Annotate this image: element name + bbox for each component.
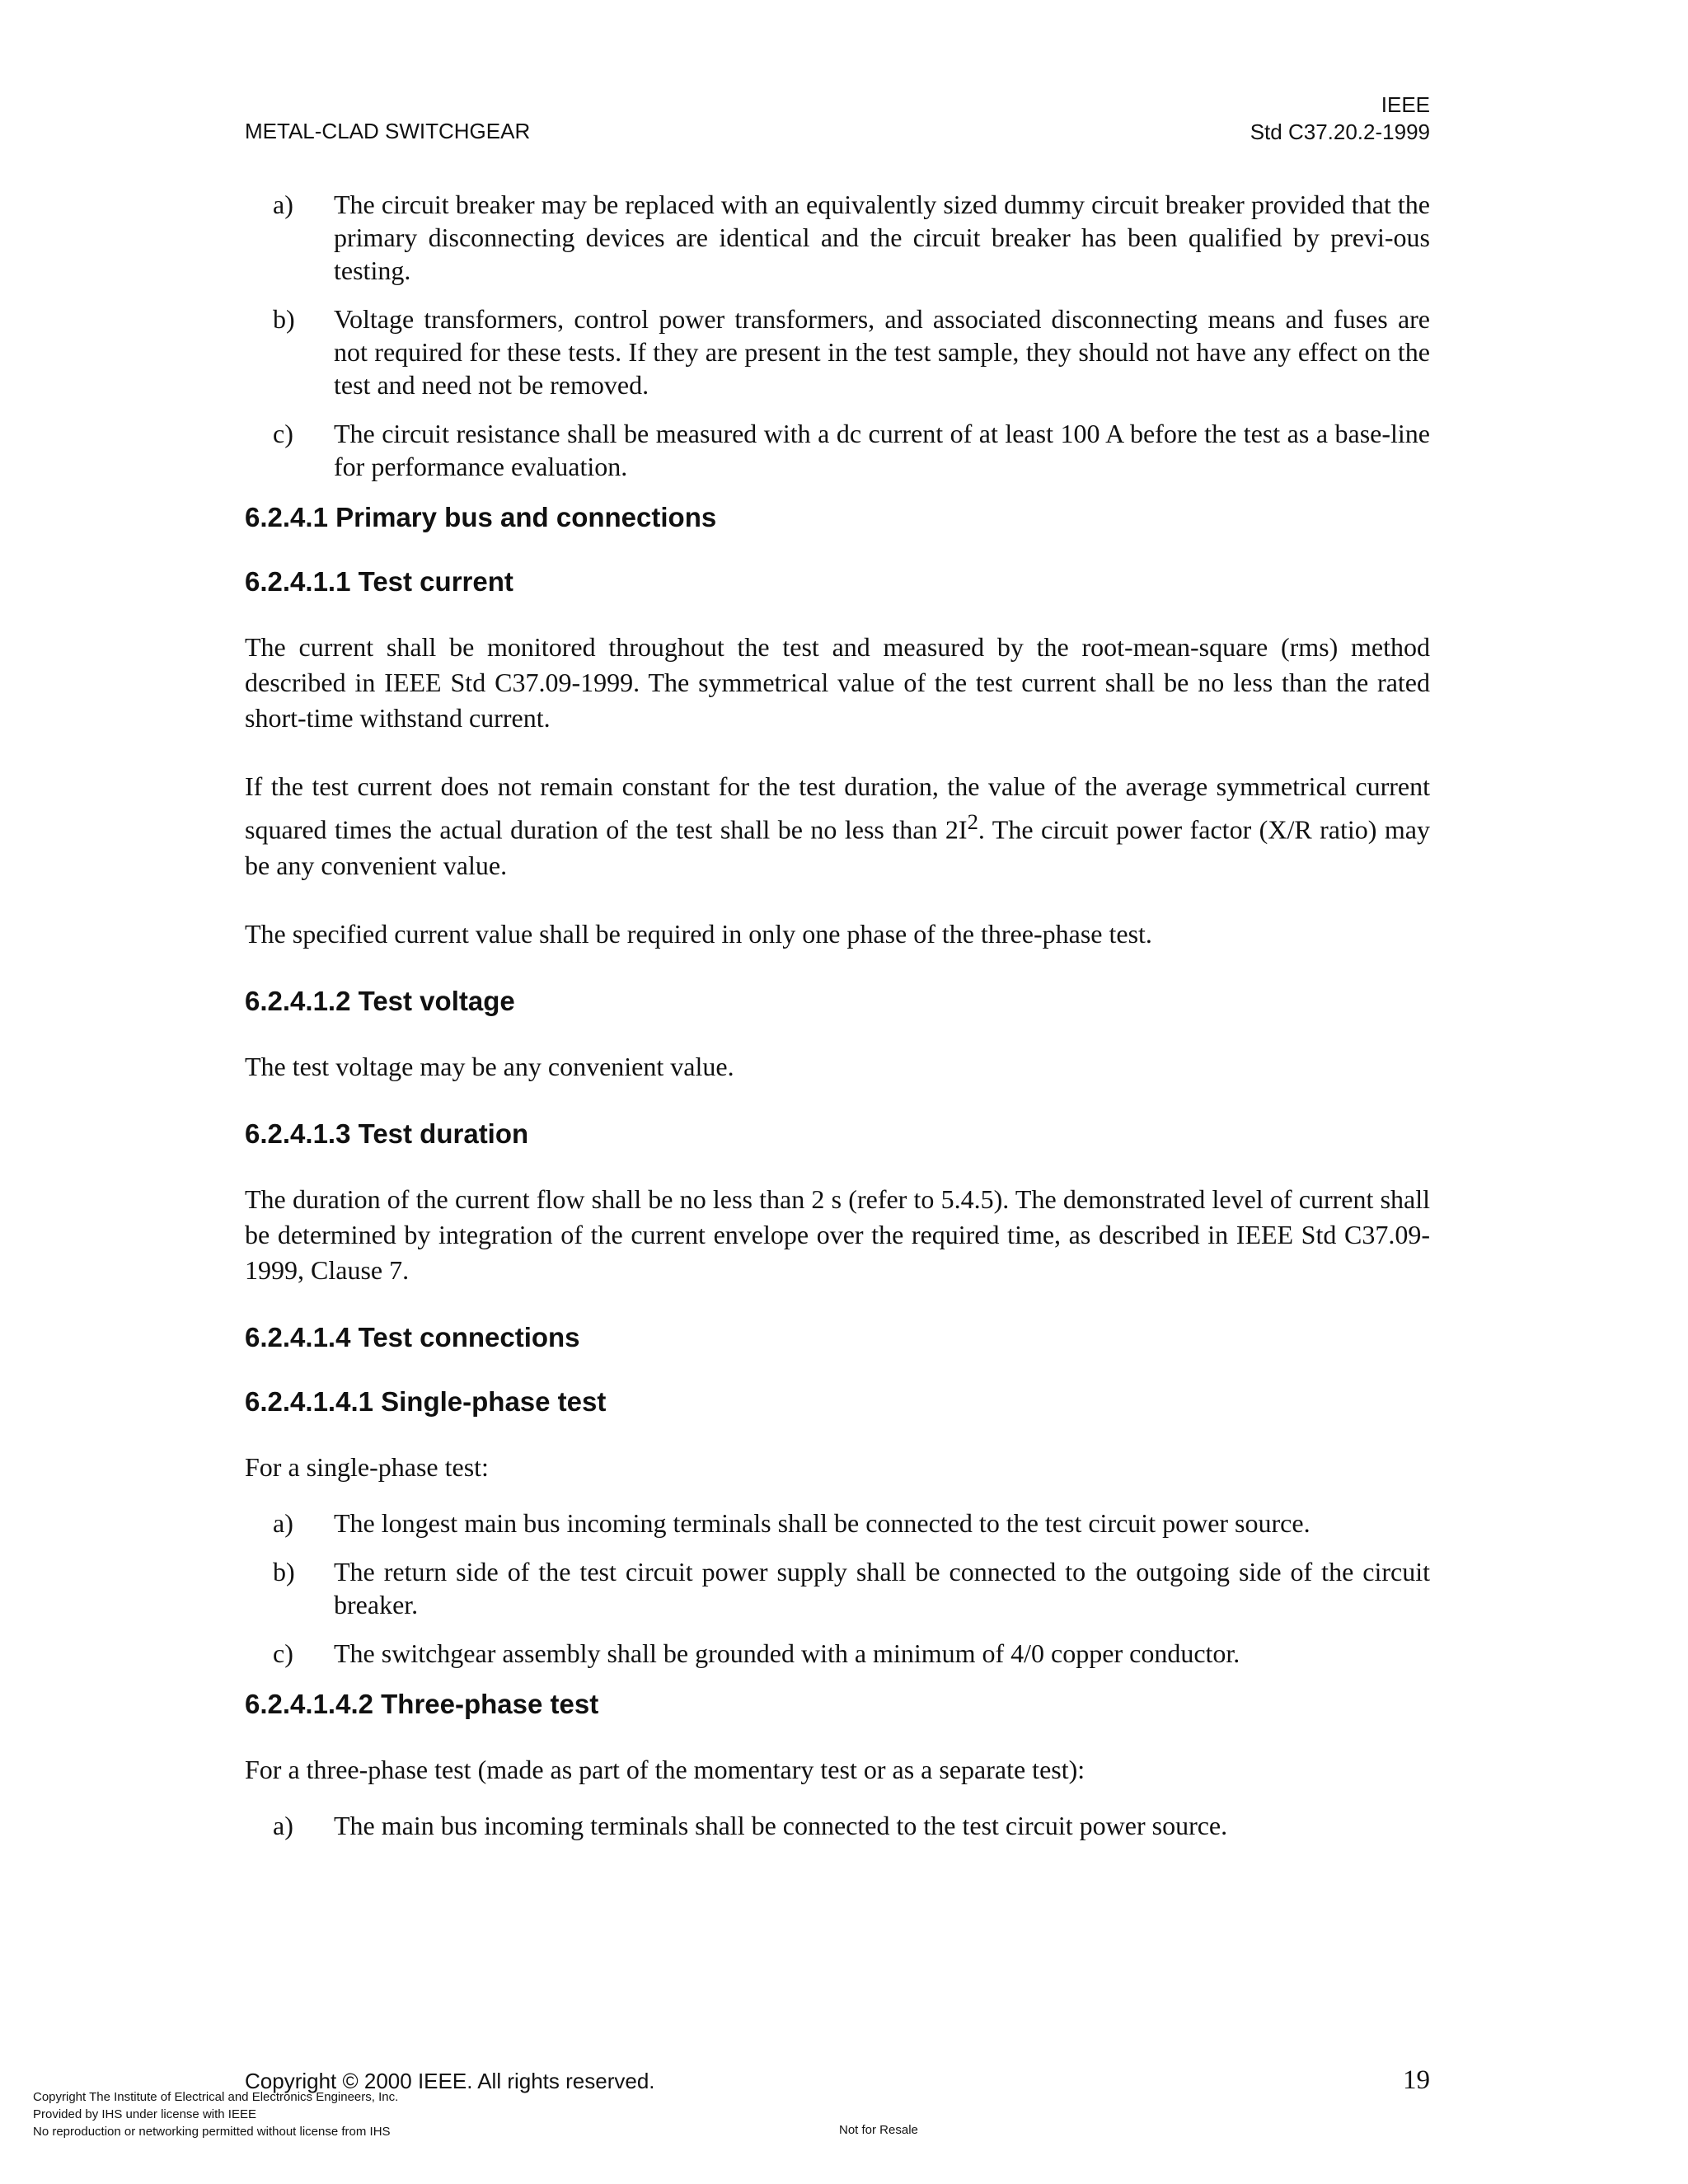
paragraph-average-current (245, 769, 1430, 883)
requirements-list (245, 188, 1430, 483)
list-item-text: The return side of the test circuit power supply shall be connected to the outgoing side of the circuit breaker. (334, 1556, 1430, 1619)
list-item-text: The longest main bus incoming terminals shall be connected to the test circuit power source. (334, 1507, 1311, 1538)
copyright-notice: Copyright © 2000 IEEE. All rights reserved. (245, 2069, 655, 2093)
paragraph-test-duration: The duration of the current flow shall be no less than 2 s (refer to 5.4.5). The demonstrated level of current shall be determined by integration of the current envelope over the required time, as described in IEEE Std C37.09-1999, Clause 7. (245, 1183, 1430, 1285)
heading-test-connections: 6.2.4.1.4 Test connections (245, 1321, 580, 1352)
list-item (245, 1637, 1430, 1670)
list-item-text: The main bus incoming terminals shall be connected to the test circuit power source. (334, 1810, 1228, 1840)
running-header-title: METAL-CLAD SWITCHGEAR (245, 119, 531, 143)
list-item (245, 1507, 1430, 1540)
list-item-text: Voltage transformers, control power transformers, and associated disconnecting means and fuses are not required for these tests. If they are present in the test sample, they should not have any effect on the test and need not be removed. (334, 304, 1430, 400)
text-run: . The circuit power factor (X/R ratio) may be any convenient value. (245, 814, 1431, 880)
heading-single-phase: 6.2.4.1.4.1 Single-phase test (245, 1385, 607, 1417)
license-line: Copyright The Institute of Electrical and Electronics Engineers, Inc. (33, 2090, 399, 2104)
heading-three-phase: 6.2.4.1.4.2 Three-phase test (245, 1688, 599, 1719)
list-item (245, 302, 1430, 401)
list-item (245, 417, 1430, 483)
list-marker: a) (273, 1810, 293, 1840)
list-item (245, 1555, 1430, 1621)
paragraph-test-current: The current shall be monitored throughout the test and measured by the root-mean-square (rms) method described in IEEE Std C37.09-1999. The symmetrical value of the test current shall be no less than the rated short-time withstand current. (245, 632, 1430, 733)
list-marker: b) (273, 304, 295, 334)
list-marker: a) (273, 1507, 293, 1538)
list-marker: b) (273, 1556, 295, 1586)
heading-primary-bus: 6.2.4.1 Primary bus and connections (245, 502, 717, 532)
heading-test-current: 6.2.4.1.1 Test current (245, 566, 513, 597)
list-item-text: The circuit breaker may be replaced with an equivalently sized dummy circuit breaker provided that the primary disconnecting devices are identical and the circuit breaker has been qualified by previ-ous testing. (334, 190, 1430, 285)
list-item (245, 1809, 1430, 1842)
heading-test-voltage: 6.2.4.1.2 Test voltage (245, 985, 515, 1016)
license-line: Provided by IHS under license with IEEE (33, 2107, 256, 2121)
list-marker: c) (273, 1638, 293, 1668)
list-item (245, 188, 1430, 287)
single-phase-list (245, 1507, 1430, 1670)
running-header-standard (1250, 91, 1430, 146)
page-number: 19 (1403, 2065, 1430, 2095)
three-phase-list (245, 1809, 1430, 1842)
page-body (245, 188, 1430, 1860)
license-line: No reproduction or networking permitted without license from IHS (33, 2125, 391, 2139)
list-marker: c) (273, 419, 293, 448)
not-for-resale-notice: Not for Resale (839, 2123, 918, 2137)
header-std-number: Std C37.20.2-1999 (1250, 120, 1430, 144)
superscript: 2 (967, 809, 978, 834)
list-marker: a) (273, 190, 293, 219)
list-item-text: The circuit resistance shall be measured with a dc current of at least 100 A before the test as a base-line for performance evaluation. (334, 419, 1430, 481)
paragraph-one-phase: The specified current value shall be required in only one phase of the three-phase test. (245, 918, 1152, 949)
paragraph-single-phase-intro: For a single-phase test: (245, 1451, 489, 1482)
ihs-license-notice (33, 2088, 398, 2140)
header-org: IEEE (1381, 92, 1430, 117)
paragraph-test-voltage: The test voltage may be any convenient value. (245, 1051, 734, 1081)
heading-test-duration: 6.2.4.1.3 Test duration (245, 1118, 529, 1149)
paragraph-three-phase-intro: For a three-phase test (made as part of the momentary test or as a separate test): (245, 1754, 1085, 1784)
list-item-text: The switchgear assembly shall be grounded with a minimum of 4/0 copper conductor. (334, 1638, 1240, 1668)
text-run: If the test current does not remain constant for the test duration, the value of the average symmetrical current squared times the actual duration of the test shall be no less than 2I (245, 771, 1430, 845)
